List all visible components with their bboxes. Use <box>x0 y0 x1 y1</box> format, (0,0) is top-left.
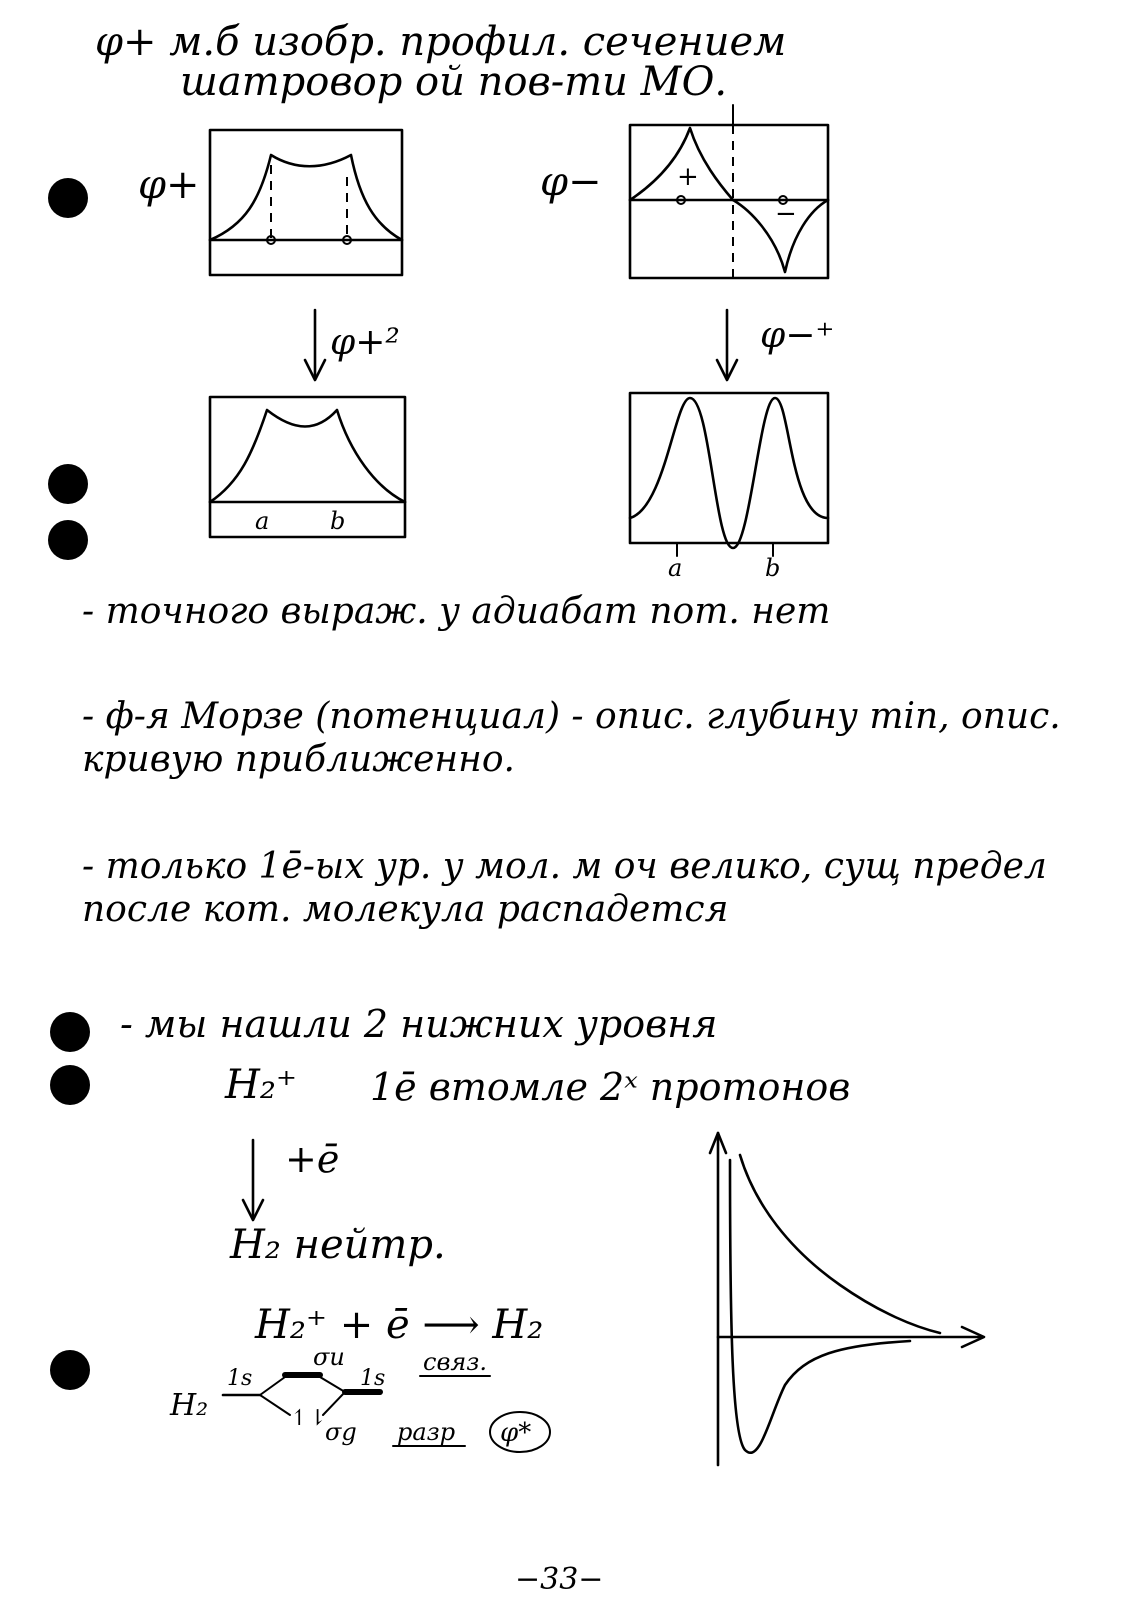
point-a-label: a <box>668 554 683 582</box>
ao-right-label: 1s <box>360 1366 386 1391</box>
h2-neutral-label: H₂ нейтр. <box>230 1222 446 1268</box>
plot-frame <box>210 397 405 537</box>
note-two-levels: - мы нашли 2 нижних уровня <box>120 1002 718 1046</box>
psi-star-label: φ* <box>500 1418 532 1448</box>
ao-left-label: 1s <box>227 1366 253 1391</box>
note-adiabatic: - точного выраж. у адиабат пот. нет <box>82 591 831 632</box>
phi-minus-squared-curve <box>630 398 828 548</box>
point-b-label: b <box>765 554 781 582</box>
phi-plus-profile-plot <box>205 125 405 280</box>
page-number: −33− <box>515 1562 604 1597</box>
plot-frame <box>630 393 828 543</box>
bullet-dot <box>50 1065 90 1105</box>
header-line-2: шатровор ой пов-ти МО. <box>180 59 728 105</box>
potential-energy-plot <box>690 1125 1000 1470</box>
phi-plus-curve <box>210 155 402 240</box>
bullet-dot <box>48 178 88 218</box>
minus-sign: − <box>775 199 797 229</box>
electron-pair: ↿⇂ <box>290 1406 327 1431</box>
correlation-line <box>320 1377 345 1392</box>
plot-frame <box>210 130 402 275</box>
note-morse: - ф-я Морзе (потенциал) - опис. глубину min, опис. кривую приближенно. <box>82 696 1061 781</box>
correlation-line <box>260 1377 285 1395</box>
antibonding-label: разр <box>397 1418 456 1446</box>
phi-plus-squared-curve <box>210 410 405 502</box>
correlation-line <box>260 1395 290 1415</box>
mo-h2-label: H₂ <box>170 1388 209 1423</box>
phi-plus-squared-plot <box>205 392 410 542</box>
phi-plus-label: φ+ <box>138 162 200 208</box>
down-arrow <box>712 305 742 385</box>
bullet-dot <box>50 1012 90 1052</box>
h2-ion-label: H₂⁺ <box>225 1062 298 1108</box>
down-arrow <box>238 1135 268 1225</box>
arrow-left-label: φ+² <box>330 322 400 363</box>
point-a-label: a <box>255 507 270 535</box>
h2-ion-note: 1ē втомле 2ˣ протонов <box>370 1065 851 1109</box>
bullet-dot <box>48 520 88 560</box>
phi-minus-profile-plot <box>625 100 835 280</box>
note-levels-limit: - только 1ē-ых ур. у мол. м оч велико, сущ предел после кот. молекула распадется <box>82 846 1047 931</box>
down-arrow <box>300 305 330 385</box>
bound-state-curve <box>730 1160 910 1453</box>
h2-reaction: H₂⁺ + ē ⟶ H₂ <box>255 1302 544 1348</box>
bonding-label: связ. <box>423 1348 488 1376</box>
bullet-dot <box>50 1350 90 1390</box>
sigma-g-label: σg <box>325 1418 357 1446</box>
repulsive-curve <box>740 1155 940 1333</box>
point-b-label: b <box>330 507 346 535</box>
sigma-u-label: σu <box>313 1343 345 1371</box>
plus-sign: + <box>677 162 699 192</box>
add-electron-label: +ē <box>285 1137 340 1181</box>
header-line-1: φ+ м.б изобр. профил. сечением <box>95 19 787 65</box>
bullet-dot <box>48 464 88 504</box>
plot-frame <box>630 125 828 278</box>
phi-minus-label: φ− <box>540 159 602 205</box>
h2-mo-diagram <box>165 1340 585 1475</box>
phi-minus-squared-plot <box>625 388 835 582</box>
arrow-right-label: φ−⁺ <box>760 315 835 356</box>
